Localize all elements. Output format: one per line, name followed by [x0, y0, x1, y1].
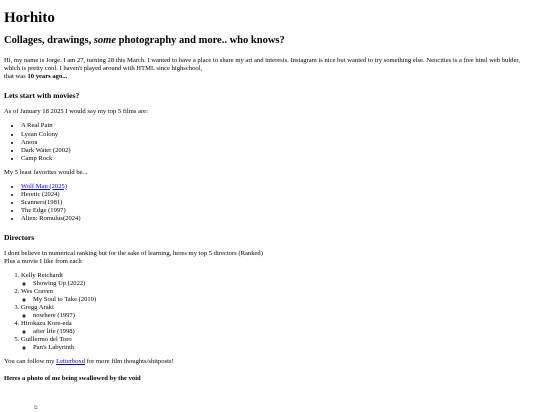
- directors-list: [4, 272, 536, 352]
- director-item: [21, 320, 536, 336]
- intro-bold: 10 years ago...: [27, 73, 68, 81]
- list-item: • Lyean Colony: [21, 131, 536, 139]
- list-item: • Scanners(1981): [21, 199, 536, 207]
- intro-text: Hi, my name is Jorge. I am 27, turning 28 this March. I wanted to have a place to share my art and interests. Instagram is nice but wanted to try something else. Neocities is a free html web bulder, which is pretty cool. I haven't played around with HTML since highschool,: [4, 57, 520, 73]
- site-title: Horhito: [4, 10, 55, 26]
- directors-intro-line-2: Plus a movie I like from each: [4, 258, 82, 266]
- least-films-intro: My 5 least favorites would be...: [4, 168, 88, 176]
- list-item: • Dark Water (2002): [21, 147, 536, 155]
- list-item: [21, 183, 536, 191]
- list-item: • The Edge (1997): [21, 207, 536, 215]
- follow-text: You can follow my: [4, 358, 57, 366]
- top-films-list: [4, 122, 536, 162]
- director-name: Gregg Araki: [21, 304, 54, 312]
- directors-heading: Directors: [4, 232, 35, 242]
- site-subtitle: [4, 35, 536, 48]
- intro-paragraph: [4, 57, 536, 81]
- list-item: • Heretic (2024): [21, 191, 536, 199]
- list-item: • A Real Pain: [21, 122, 536, 130]
- director-name: Hirokazu Kore-eda: [21, 320, 72, 328]
- subtitle-emphasis: some: [93, 35, 117, 47]
- void-photo: [4, 406, 536, 412]
- directors-intro-line-1: I dont believe in numerical ranking but for the sake of learning, heres my top 5 directors (Ranked): [4, 250, 263, 258]
- least-films-list: [4, 183, 536, 223]
- director-name: Wes Craven: [21, 288, 53, 296]
- letterboxd-link[interactable]: Letterboxd: [56, 358, 86, 366]
- intro-text-2: that was: [4, 73, 28, 81]
- subtitle-part-2: photography and more.. who knows?: [116, 35, 285, 47]
- director-film: ◦ after life (1998): [33, 328, 536, 336]
- list-item: • Alien: Romulus(2024): [21, 215, 536, 223]
- follow-text-2: for more film thoughts/shitposts!: [85, 358, 174, 366]
- director-item: [21, 288, 536, 304]
- director-film: ◦ Pan's Labyrinth: [33, 344, 536, 352]
- subtitle-part-1: Collages, drawings,: [4, 35, 94, 47]
- director-name: Guillermo del Toro: [21, 336, 72, 344]
- void-heading: Heres a photo of me being swallowed by the void: [4, 375, 141, 383]
- wolf-man-link[interactable]: Wolf Man (2025): [21, 182, 67, 190]
- broken-image-icon: ⧉: [34, 405, 38, 411]
- director-item: [21, 336, 536, 352]
- list-item: • Anora: [21, 139, 536, 147]
- director-item: [21, 304, 536, 320]
- director-item: [21, 272, 536, 288]
- director-film: ◦ My Soul to Take (2010): [33, 296, 536, 304]
- directors-intro: [4, 250, 536, 266]
- director-film: ◦ nowhere (1997): [33, 312, 536, 320]
- follow-paragraph: [4, 358, 536, 366]
- director-film: ◦ Showing Up (2022): [33, 280, 536, 288]
- top-films-intro: As of January 18 2025 I would say my top 5 films are:: [4, 108, 148, 116]
- movies-heading: Lets start with movies?: [4, 91, 80, 101]
- list-item: • Camp Rock: [21, 155, 536, 163]
- director-name: Kelly Reichardt: [21, 272, 63, 280]
